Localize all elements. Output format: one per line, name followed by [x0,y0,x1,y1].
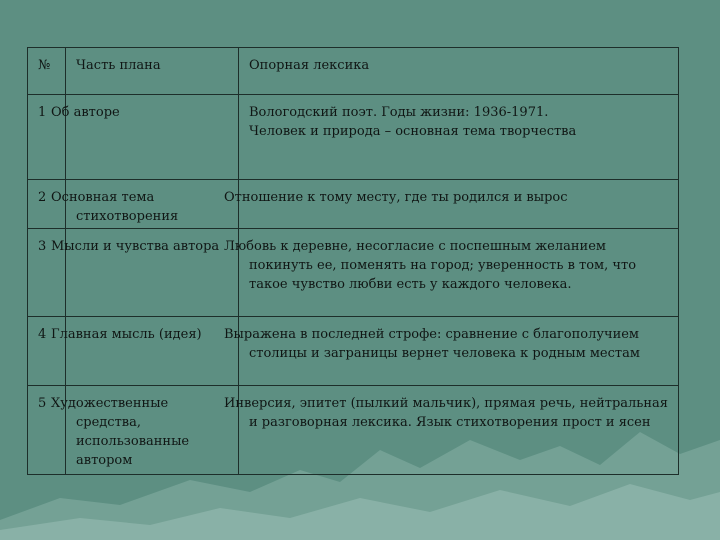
row-plan-part: Основная тема стихотворения [66,180,239,229]
header-number: № [28,48,66,95]
row-key-vocabulary: Любовь к деревне, несогласие с поспешным желанием покинуть ее, поменять на город; уверенность в том, что такое чувство любви есть у каждого человека. [239,229,679,317]
row-key-vocabulary: Инверсия, эпитет (пылкий мальчик), прямая речь, нейтральная и разговорная лексика. Язык стихотворения прост и ясен [239,386,679,475]
table-row [28,95,679,180]
row-plan-part: Главная мысль (идея) [66,317,239,386]
header-plan-part: Часть плана [66,48,239,95]
row-number: 1 [28,95,66,180]
table-row [28,180,679,229]
lesson-plan-table [27,47,679,475]
table-header-row [28,48,679,95]
row-key-vocabulary: Отношение к тому месту, где ты родился и вырос [239,180,679,229]
table-row [28,229,679,317]
header-key-vocabulary: Опорная лексика [239,48,679,95]
vocab-line: Человек и природа – основная тема творчества [249,124,577,139]
row-plan-part: Мысли и чувства автора [66,229,239,317]
table-row [28,317,679,386]
row-number: 4 [28,317,66,386]
table-row [28,386,679,475]
vocab-line: Вологодский поэт. Годы жизни: 1936-1971. [249,105,549,120]
row-key-vocabulary [239,95,679,180]
row-plan-part: Об авторе [66,95,239,180]
row-number: 3 [28,229,66,317]
row-key-vocabulary: Выражена в последней строфе: сравнение с благополучием столицы и заграницы вернет человека к родным местам [239,317,679,386]
row-number: 2 [28,180,66,229]
row-number: 5 [28,386,66,475]
row-plan-part: Художественные средства, использованные автором [66,386,239,475]
